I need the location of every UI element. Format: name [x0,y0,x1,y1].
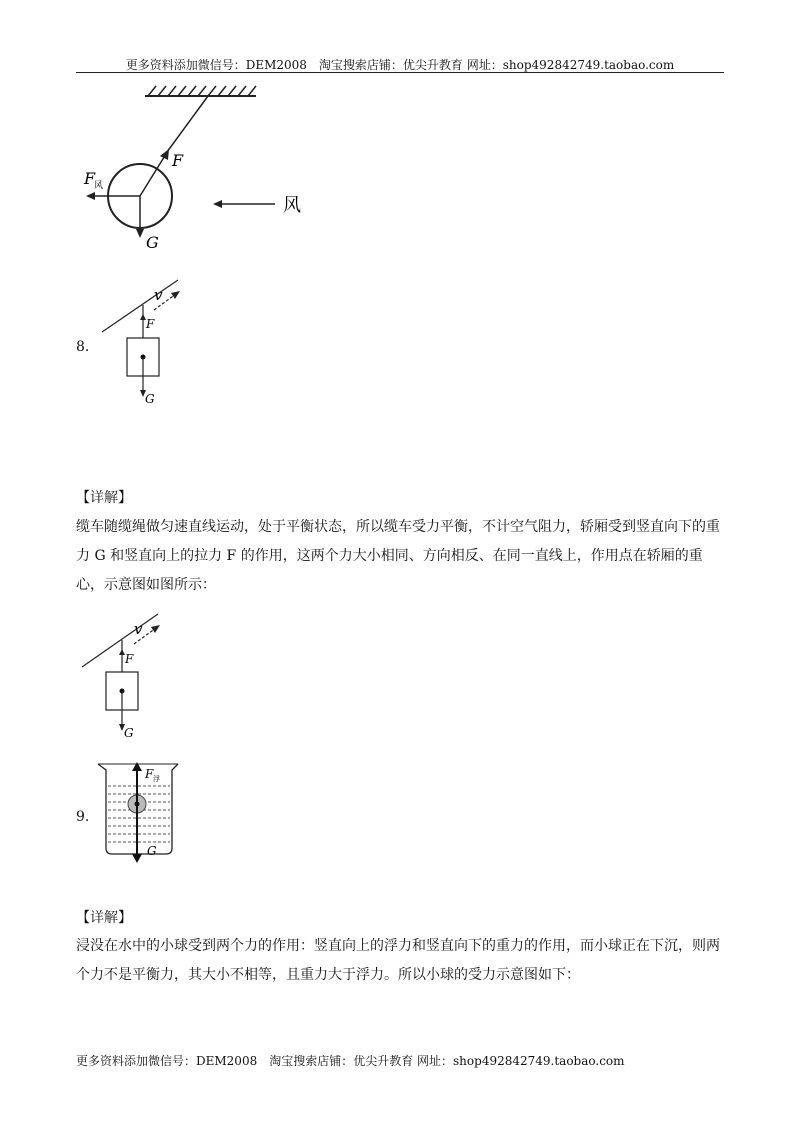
gravity-label: G [145,392,155,406]
water-lines [108,786,170,842]
gravity-arrowhead [136,229,144,238]
wind-arrowhead [213,200,222,208]
page-header: 更多资料添加微信号：DEM2008 淘宝搜索店铺：优尖升教育 网址：shop492842749.taobao.com [125,58,675,72]
detail-heading-q9: 【详解】 [76,910,132,926]
buoyancy-label: F [145,767,154,781]
tension-arrow [140,154,166,196]
beaker-ball-diagram [92,758,192,868]
force-label: F [125,652,134,666]
gravity-label: G [146,233,159,252]
cable-line [102,280,178,332]
velocity-label: v [134,620,143,638]
cable-line [82,614,158,667]
detail-heading-q8: 【详解】 [76,490,132,506]
ceiling-hatch [148,86,256,96]
wind-force-label: F [84,169,96,188]
wind-ball-diagram [70,80,330,260]
detail-paragraph-q9: 浸没在水中的小球受到两个力的作用：竖直向上的浮力和竖直向下的重力的作用，而小球正在下沉，则两个力不是平衡力，其大小不相等，且重力大于浮力。所以小球的受力示意图如下： [76,938,720,983]
gravity-arrowhead [132,854,142,863]
velocity-label: v [154,286,163,304]
cable-car-diagram-answer [76,612,186,742]
detail-paragraph-q8: 缆车随缆绳做匀速直线运动，处于平衡状态，所以缆车受力平衡，不计空气阻力，轿厢受到竖直向下的重力 G 和竖直向上的拉力 F 的作用，这两个力大小相同、方向相反、在同一直线上，作用点在轿厢的重心，示意图如图所示： [76,519,720,593]
buoyancy-subscript: 浮 [153,775,160,783]
gravity-label: G [147,844,157,858]
velocity-arrowhead [171,291,180,299]
wind-force-arrowhead [86,192,95,200]
page-footer: 更多资料添加微信号：DEM2008 淘宝搜索店铺：优尖升教育 网址：shop492842749.taobao.com [76,1054,625,1068]
force-label: F [146,317,155,331]
question-number-8: 8. [76,339,90,355]
header-divider [76,72,724,73]
cable-car-diagram-q8 [96,280,206,410]
buoyancy-arrowhead [132,762,142,771]
tension-label: F [172,151,184,170]
tension-arrowhead [160,149,169,160]
velocity-arrowhead [151,625,160,633]
string-line [167,96,208,152]
question-number-9: 9. [76,809,90,825]
wind-label: 风 [283,195,301,216]
gravity-label: G [124,726,134,740]
wind-force-subscript: 风 [94,181,104,191]
